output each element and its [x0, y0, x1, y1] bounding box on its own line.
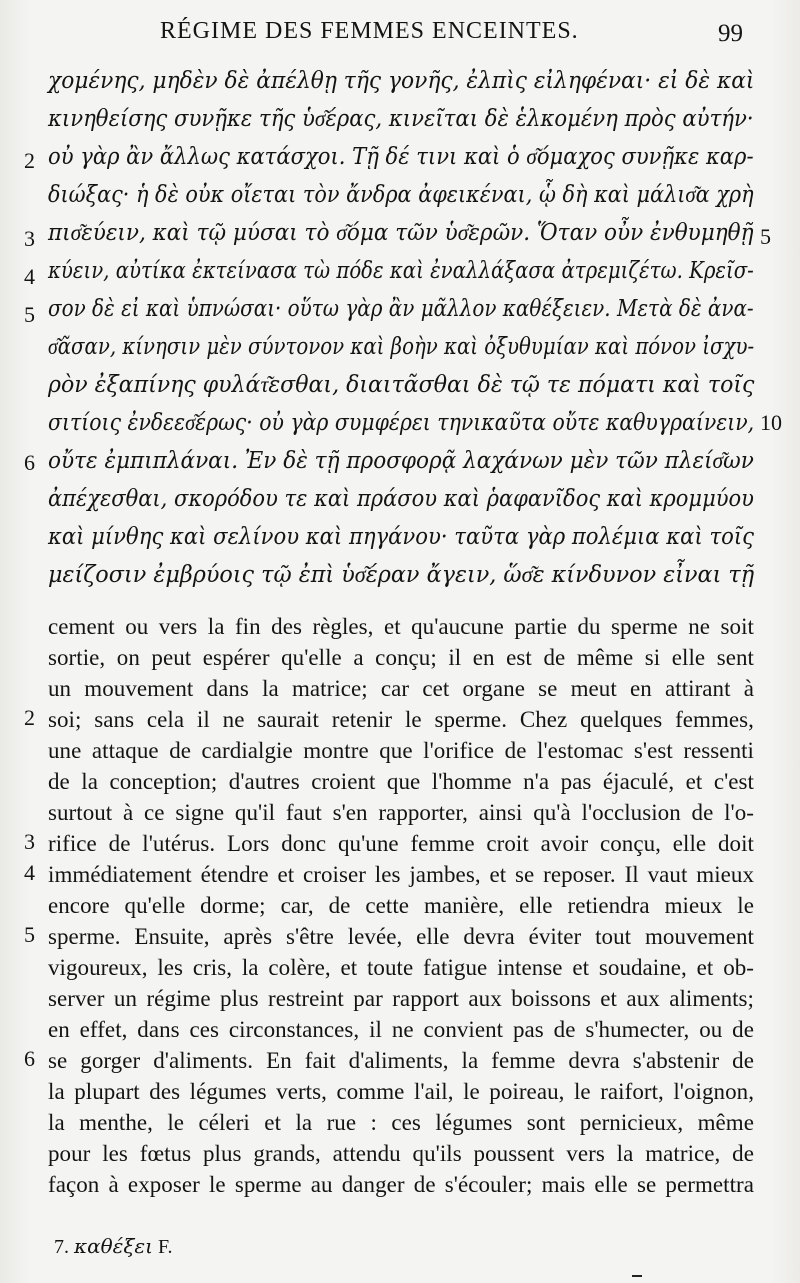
greek-line: οὐ γὰρ ἂν ἄλλως κατάσχοι. Τῇ δέ τινι καὶ ὁ σ͂όμαχος συνῇκε καρ- [48, 144, 754, 170]
greek-line: σιτίοις ἐνδεεσ͂έρως· οὐ γὰρ συμφέρει τηνικαῦτα οὔτε καθυγραίνειν, [48, 410, 755, 436]
french-margin-number: 2 [24, 705, 35, 730]
french-line: de la conception; d'autres croient que l'homme n'a pas éjaculé, et c'est [48, 769, 754, 794]
footnote-source: F. [157, 1236, 173, 1258]
french-margin-number: 4 [24, 860, 35, 885]
french-margin-number: 3 [24, 829, 35, 854]
running-header-title: RÉGIME DES FEMMES ENCEINTES. [160, 18, 579, 44]
greek-line-number: 5 [760, 224, 771, 249]
greek-line: μείζοσιν ἐμβρύοις τῷ ἐπὶ ὑσ͂έραν ἄγειν, ὥσ͂ε κίνδυνον εἶναι τῇ [48, 562, 755, 588]
french-line: en effet, dans ces circonstances, il ne convient pas de s'humecter, ou de [48, 1017, 754, 1042]
french-line: façon à exposer le sperme au danger de s'écouler; mais elle se permettra [48, 1172, 754, 1197]
greek-line: διώξας· ἡ δὲ οὐκ οἴεται τὸν ἄνδρα ἀφεικέναι, ᾧ δὴ καὶ μάλισ͂α χρὴ [48, 182, 754, 208]
greek-line: κινηθείσης συνῇκε τῆς ὑσ͂έρας, κινεῖται δὲ ἑλκομένη πρὸς αὐτήν· [48, 106, 754, 132]
footnote [54, 1234, 173, 1259]
french-line: une attaque de cardialgie montre que l'orifice de l'estomac s'est ressenti [48, 738, 754, 763]
french-line: sperme. Ensuite, après s'être levée, elle devra éviter tout mouvement [48, 924, 754, 949]
french-line: vigoureux, les cris, la colère, et toute fatigue intense et soudaine, et ob- [48, 955, 754, 980]
french-line: immédiatement étendre et croiser les jambes, et se reposer. Il vaut mieux [48, 862, 754, 887]
greek-line: χομένης, μηδὲν δὲ ἀπέλθῃ τῆς γονῆς, ἐλπὶς εἰληφέναι· εἰ δὲ καὶ [48, 68, 755, 94]
greek-line: κύειν, αὐτίκα ἐκτείνασα τὼ πόδε καὶ ἐναλλάξασα ἀτρεμιζέτω. Κρεῖσ- [48, 258, 754, 284]
french-line: surtout à ce signe qu'il faut s'en rapporter, ainsi qu'à l'occlusion de l'o- [48, 800, 754, 825]
french-line: server un régime plus restreint par rapport aux boissons et aux aliments; [48, 986, 754, 1011]
french-line: encore qu'elle dorme; car, de cette manière, elle retiendra mieux le [48, 893, 754, 918]
french-line: se gorger d'aliments. En fait d'aliments, la femme devra s'abstenir de [48, 1048, 754, 1073]
greek-margin-number: 5 [24, 302, 35, 327]
french-margin-number: 5 [24, 922, 35, 947]
french-line: la menthe, le céleri et la rue : ces légumes sont pernicieux, même [48, 1110, 754, 1135]
greek-margin-number: 4 [24, 264, 35, 289]
french-line: rifice de l'utérus. Lors donc qu'une femme croit avoir conçu, elle doit [48, 831, 754, 856]
french-line: cement ou vers la fin des règles, et qu'aucune partie du sperme ne soit [48, 614, 754, 639]
footnote-greek-variant: καθέξει [74, 1234, 153, 1258]
greek-margin-number: 3 [24, 226, 35, 251]
page-number: 99 [718, 20, 743, 47]
greek-line: πισ͂εύειν, καὶ τῷ μύσαι τὸ σ͂όμα τῶν ὑσ͂ερῶν. Ὅταν οὖν ἐνθυμηθῇ [48, 220, 754, 246]
french-line: soi; sans cela il ne saurait retenir le sperme. Chez quelques femmes, [48, 707, 754, 732]
french-line: un mouvement dans la matrice; car cet organe se meut en attirant à [48, 676, 754, 701]
greek-line: ἀπέχεσθαι, σκορόδου τε καὶ πράσου καὶ ῥαφανῖδος καὶ κρομμύου [48, 486, 754, 512]
greek-line: σ͂ᾶσαν, κίνησιν μὲν σύντονον καὶ βοὴν καὶ ὀξυθυμίαν καὶ πόνον ἰσχυ- [48, 334, 755, 360]
greek-line-number: 10 [760, 410, 782, 435]
french-line: la plupart des légumes verts, comme l'ail, le poireau, le raifort, l'oignon, [48, 1079, 754, 1104]
french-line: sortie, on peut espérer qu'elle a conçu; il en est de même si elle sent [48, 645, 754, 670]
greek-margin-number: 6 [24, 450, 35, 475]
greek-line: σον δὲ εἰ καὶ ὑπνώσαι· οὕτω γὰρ ἂν μᾶλλον καθέξειεν. Μετὰ δὲ ἀνα- [48, 296, 754, 322]
greek-line: ρὸν ἐξαπίνης φυλάτ͂εσθαι, διαιτᾶσθαι δὲ τῷ τε πόματι καὶ τοῖς [48, 372, 755, 398]
greek-line: καὶ μίνθης καὶ σελίνου καὶ πηγάνου· ταῦτα γὰρ πολέμια καὶ τοῖς [48, 524, 755, 550]
greek-line: οὔτε ἐμπιπλάναι. Ἐν δὲ τῇ προσφορᾷ λαχάνων μὲν τῶν πλείσ͂ων [48, 448, 754, 474]
french-line: pour les fœtus plus grands, attendu qu'ils poussent vers la matrice, de [48, 1141, 754, 1166]
greek-margin-number: 2 [24, 148, 35, 173]
footnote-number: 7. [54, 1236, 69, 1258]
french-margin-number: 6 [24, 1046, 35, 1071]
bottom-print-mark [632, 1275, 642, 1277]
